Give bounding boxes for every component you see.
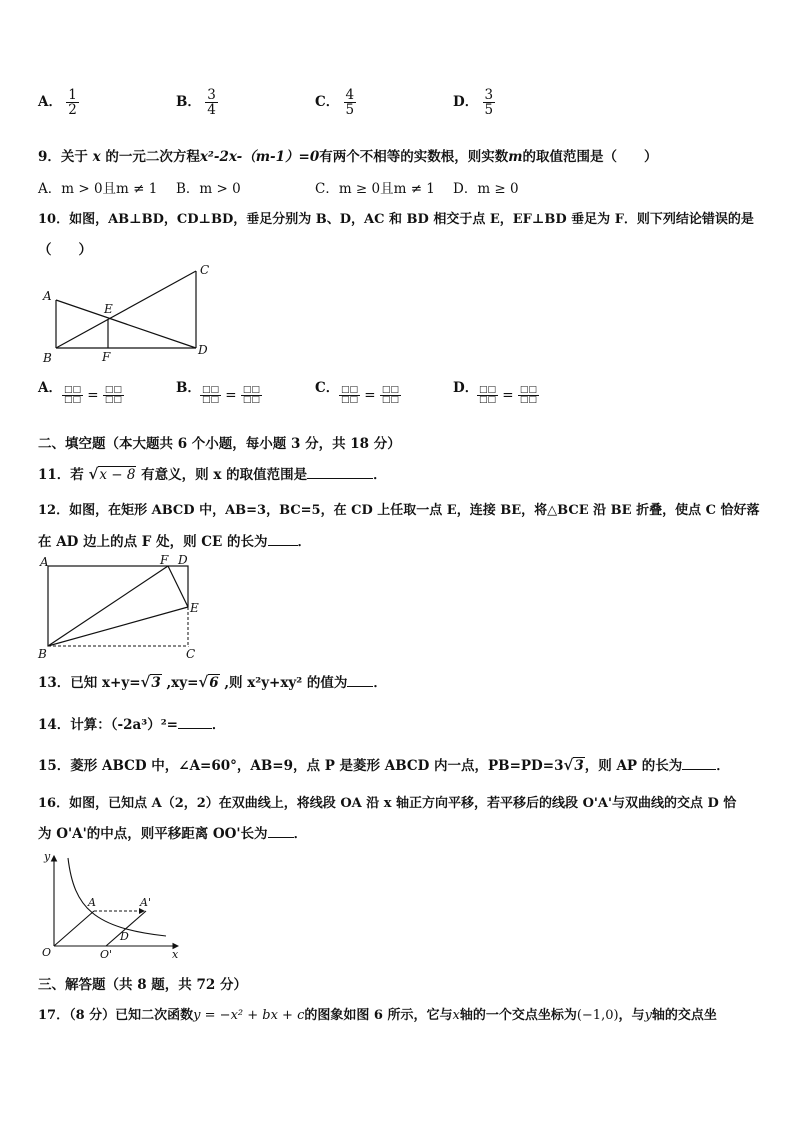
radical-sign: √ — [563, 756, 574, 774]
option-label: B． — [176, 94, 201, 111]
answer-blank[interactable] — [347, 686, 373, 687]
q11-end: ． — [373, 467, 387, 483]
numerator: □□ — [64, 385, 82, 395]
q12-line1: 12．如图，在矩形 ABCD 中，AB=3，BC=5，在 CD 上任取一点 E，连接 BE，将△BCE 沿 BE 折叠，使点 C 恰好落 — [38, 503, 760, 518]
q8-option-b — [176, 88, 218, 117]
q9-stem — [38, 145, 658, 165]
q11-radicand: x − 8 — [99, 467, 136, 483]
q8-option-d — [453, 88, 495, 117]
q17-text: 轴的交点坐 — [651, 1008, 717, 1023]
denominator: □□ — [381, 395, 399, 406]
radical-sign: √ — [88, 465, 99, 483]
numerator: □□ — [242, 385, 260, 395]
q17-text: 的图象如图 6 所示，它与 — [304, 1008, 453, 1023]
numerator: 1 — [68, 87, 77, 103]
q15-radicand: 3 — [574, 758, 584, 774]
q9-var-m: m — [508, 149, 523, 165]
q13-text: 13．已知 x+y= — [38, 675, 141, 691]
q16-line2 — [38, 822, 307, 842]
q16-end: ． — [293, 826, 308, 842]
q9-text: 有两个不相等的实数根，则实数 — [319, 149, 509, 165]
numerator: 3 — [207, 87, 216, 103]
q11 — [38, 463, 387, 483]
q12-figure — [36, 552, 206, 662]
q13-text: ,则 x²y+xy² 的值为 — [219, 675, 348, 691]
denominator: □□ — [519, 395, 537, 406]
label-b: B — [38, 647, 47, 661]
q13 — [38, 671, 387, 691]
q10-line1: 10．如图，AB⊥BD，CD⊥BD，垂足分别为 B、D，AC 和 BD 相交于点 E，EF⊥BD 垂足为 F．则下列结论错误的是 — [38, 212, 754, 227]
q11-text: 11．若 — [38, 467, 84, 483]
segment-be — [48, 607, 188, 646]
radical-sign: √ — [140, 673, 151, 691]
label-x: x — [172, 948, 179, 960]
q13-radicand: 6 — [209, 675, 219, 691]
fraction — [477, 386, 498, 406]
q15-text: ，则 AP 的长为 — [584, 758, 683, 774]
answer-blank[interactable] — [268, 837, 294, 838]
fraction — [62, 386, 83, 406]
label-o-prime: O' — [100, 948, 113, 960]
q9-option-d: D．m ≥ 0 — [453, 181, 519, 197]
q17-function: y = −x² + bx + c — [193, 1008, 305, 1023]
denominator: 5 — [345, 102, 355, 119]
option-label: D． — [453, 94, 479, 111]
q8-option-c — [315, 88, 356, 117]
denominator: □□ — [479, 395, 497, 406]
segment-bc — [56, 271, 196, 348]
q10-line2: （ ） — [38, 242, 92, 258]
fraction — [241, 386, 262, 406]
q10-option-c — [315, 376, 339, 396]
q10-option-a — [38, 376, 62, 396]
q10-option-c-expr: $\frac{□□}{□□}$ = $\frac{□□}{□□}$ — [341, 385, 399, 406]
option-label: A． — [38, 94, 62, 111]
denominator: 5 — [484, 102, 494, 119]
fraction — [483, 88, 496, 117]
option-label: C． — [315, 94, 340, 111]
q15-end: ． — [716, 758, 730, 774]
segment-fe — [168, 566, 188, 607]
denominator: □□ — [242, 395, 260, 406]
label-f: F — [102, 350, 111, 364]
label-d: D — [178, 553, 188, 567]
denominator: □□ — [341, 395, 359, 406]
q12-line2 — [38, 530, 311, 550]
q17-point: (−1,0) — [576, 1008, 619, 1023]
label-f: F — [160, 553, 169, 567]
q10-option-d — [453, 376, 478, 396]
answer-blank[interactable] — [682, 769, 716, 770]
q10-option-a-expr: $\frac{□□}{□□}$ = $\frac{□□}{□□}$ — [64, 385, 122, 406]
q10-option-b-expr: $\frac{□□}{□□}$ = $\frac{□□}{□□}$ — [202, 385, 260, 406]
fraction — [339, 386, 360, 406]
q9-text: 的取值范围是（ ） — [522, 149, 658, 165]
q17-text: ，与 — [618, 1008, 645, 1023]
q9-equation: x²-2x-（m-1）=0 — [199, 149, 320, 165]
q15 — [38, 754, 730, 774]
numerator: □□ — [479, 385, 497, 395]
q13-text: ,xy= — [161, 675, 199, 691]
q17-var-x: x — [452, 1008, 460, 1023]
q9-option-a: A．m > 0且m ≠ 1 — [38, 181, 158, 197]
option-label: C． — [315, 380, 340, 396]
denominator: □□ — [64, 395, 82, 406]
q17-text: 轴的一个交点坐标为 — [459, 1008, 577, 1023]
numerator: □□ — [202, 385, 220, 395]
fraction — [200, 386, 221, 406]
label-e: E — [190, 601, 199, 615]
section-heading-fill-in: 二、填空题（本大题共 6 个小题，每小题 3 分，共 18 分） — [38, 436, 401, 452]
q9-text: 的一元二次方程 — [105, 149, 200, 165]
fraction — [518, 386, 539, 406]
fraction — [205, 88, 218, 117]
answer-blank[interactable] — [268, 545, 298, 546]
q11-text: 有意义，则 x 的取值范围是 — [141, 467, 308, 483]
answer-blank[interactable] — [178, 728, 212, 729]
option-label: B． — [176, 380, 201, 396]
label-d: D — [198, 343, 208, 357]
option-label: D． — [453, 380, 479, 396]
numerator: □□ — [341, 385, 359, 395]
q14 — [38, 713, 225, 733]
q10-option-d-expr: $\frac{□□}{□□}$ = $\frac{□□}{□□}$ — [479, 385, 537, 406]
denominator: 4 — [207, 102, 216, 119]
q13-radicand: 3 — [151, 675, 161, 691]
segment-bf — [48, 566, 168, 646]
q17-var-y: y — [644, 1008, 652, 1023]
answer-blank[interactable] — [307, 478, 373, 479]
rectangle-abcd — [48, 566, 188, 646]
fraction — [66, 88, 79, 117]
segment-ad — [56, 300, 196, 348]
q9-option-b: B．m > 0 — [176, 181, 241, 197]
label-b: B — [43, 351, 52, 365]
q17-line1 — [38, 1004, 717, 1023]
section-heading-solve: 三、解答题（共 8 题，共 72 分） — [38, 977, 247, 993]
denominator: 2 — [68, 102, 77, 119]
segment-oa — [54, 911, 94, 946]
q16-text: 为 O'A'的中点，则平移距离 OO'长为 — [38, 826, 268, 842]
option-label: A． — [38, 380, 62, 396]
denominator: □□ — [104, 395, 122, 406]
fraction — [344, 88, 357, 117]
hyperbola-curve — [68, 858, 166, 936]
numerator: □□ — [381, 385, 399, 395]
numerator: 3 — [484, 87, 494, 103]
q9-option-c: C．m ≥ 0且m ≠ 1 — [315, 181, 435, 197]
numerator: □□ — [104, 385, 122, 395]
label-a-prime: A' — [140, 896, 151, 909]
q8-option-a — [38, 88, 79, 117]
fraction — [380, 386, 401, 406]
q16-figure — [36, 848, 186, 960]
q10-option-b — [176, 376, 201, 396]
q10-figure — [38, 262, 218, 367]
numerator: □□ — [519, 385, 537, 395]
label-o: O — [42, 946, 52, 959]
radical-sign: √ — [198, 673, 209, 691]
q9-text: 9．关于 — [38, 149, 88, 165]
q9-var-x: x — [92, 149, 101, 165]
label-c: C — [200, 263, 210, 277]
label-y: y — [44, 850, 51, 863]
q12-text: 在 AD 边上的点 F 处，则 CE 的长为 — [38, 534, 268, 550]
fraction — [103, 386, 124, 406]
denominator: □□ — [202, 395, 220, 406]
label-e: E — [104, 302, 113, 316]
label-a: A — [88, 896, 96, 909]
numerator: 4 — [345, 87, 355, 103]
q12-end: ． — [297, 534, 311, 550]
q16-line1: 16．如图，已知点 A（2，2）在双曲线上，将线段 OA 沿 x 轴正方向平移，若平移后的线段 O'A'与双曲线的交点 D 恰 — [38, 796, 737, 811]
label-c: C — [186, 647, 196, 661]
label-d: D — [120, 930, 129, 943]
label-a: A — [43, 289, 52, 303]
q15-text: 15．菱形 ABCD 中，∠A=60°，AB=9，点 P 是菱形 ABCD 内一点，PB=PD=3 — [38, 758, 564, 774]
q14-text: 14．计算：（-2a³）²= — [38, 717, 178, 733]
label-a: A — [40, 555, 49, 569]
q14-end: ． — [211, 717, 226, 733]
q17-text: 17．（8 分）已知二次函数 — [38, 1008, 194, 1023]
q13-end: ． — [373, 675, 387, 691]
